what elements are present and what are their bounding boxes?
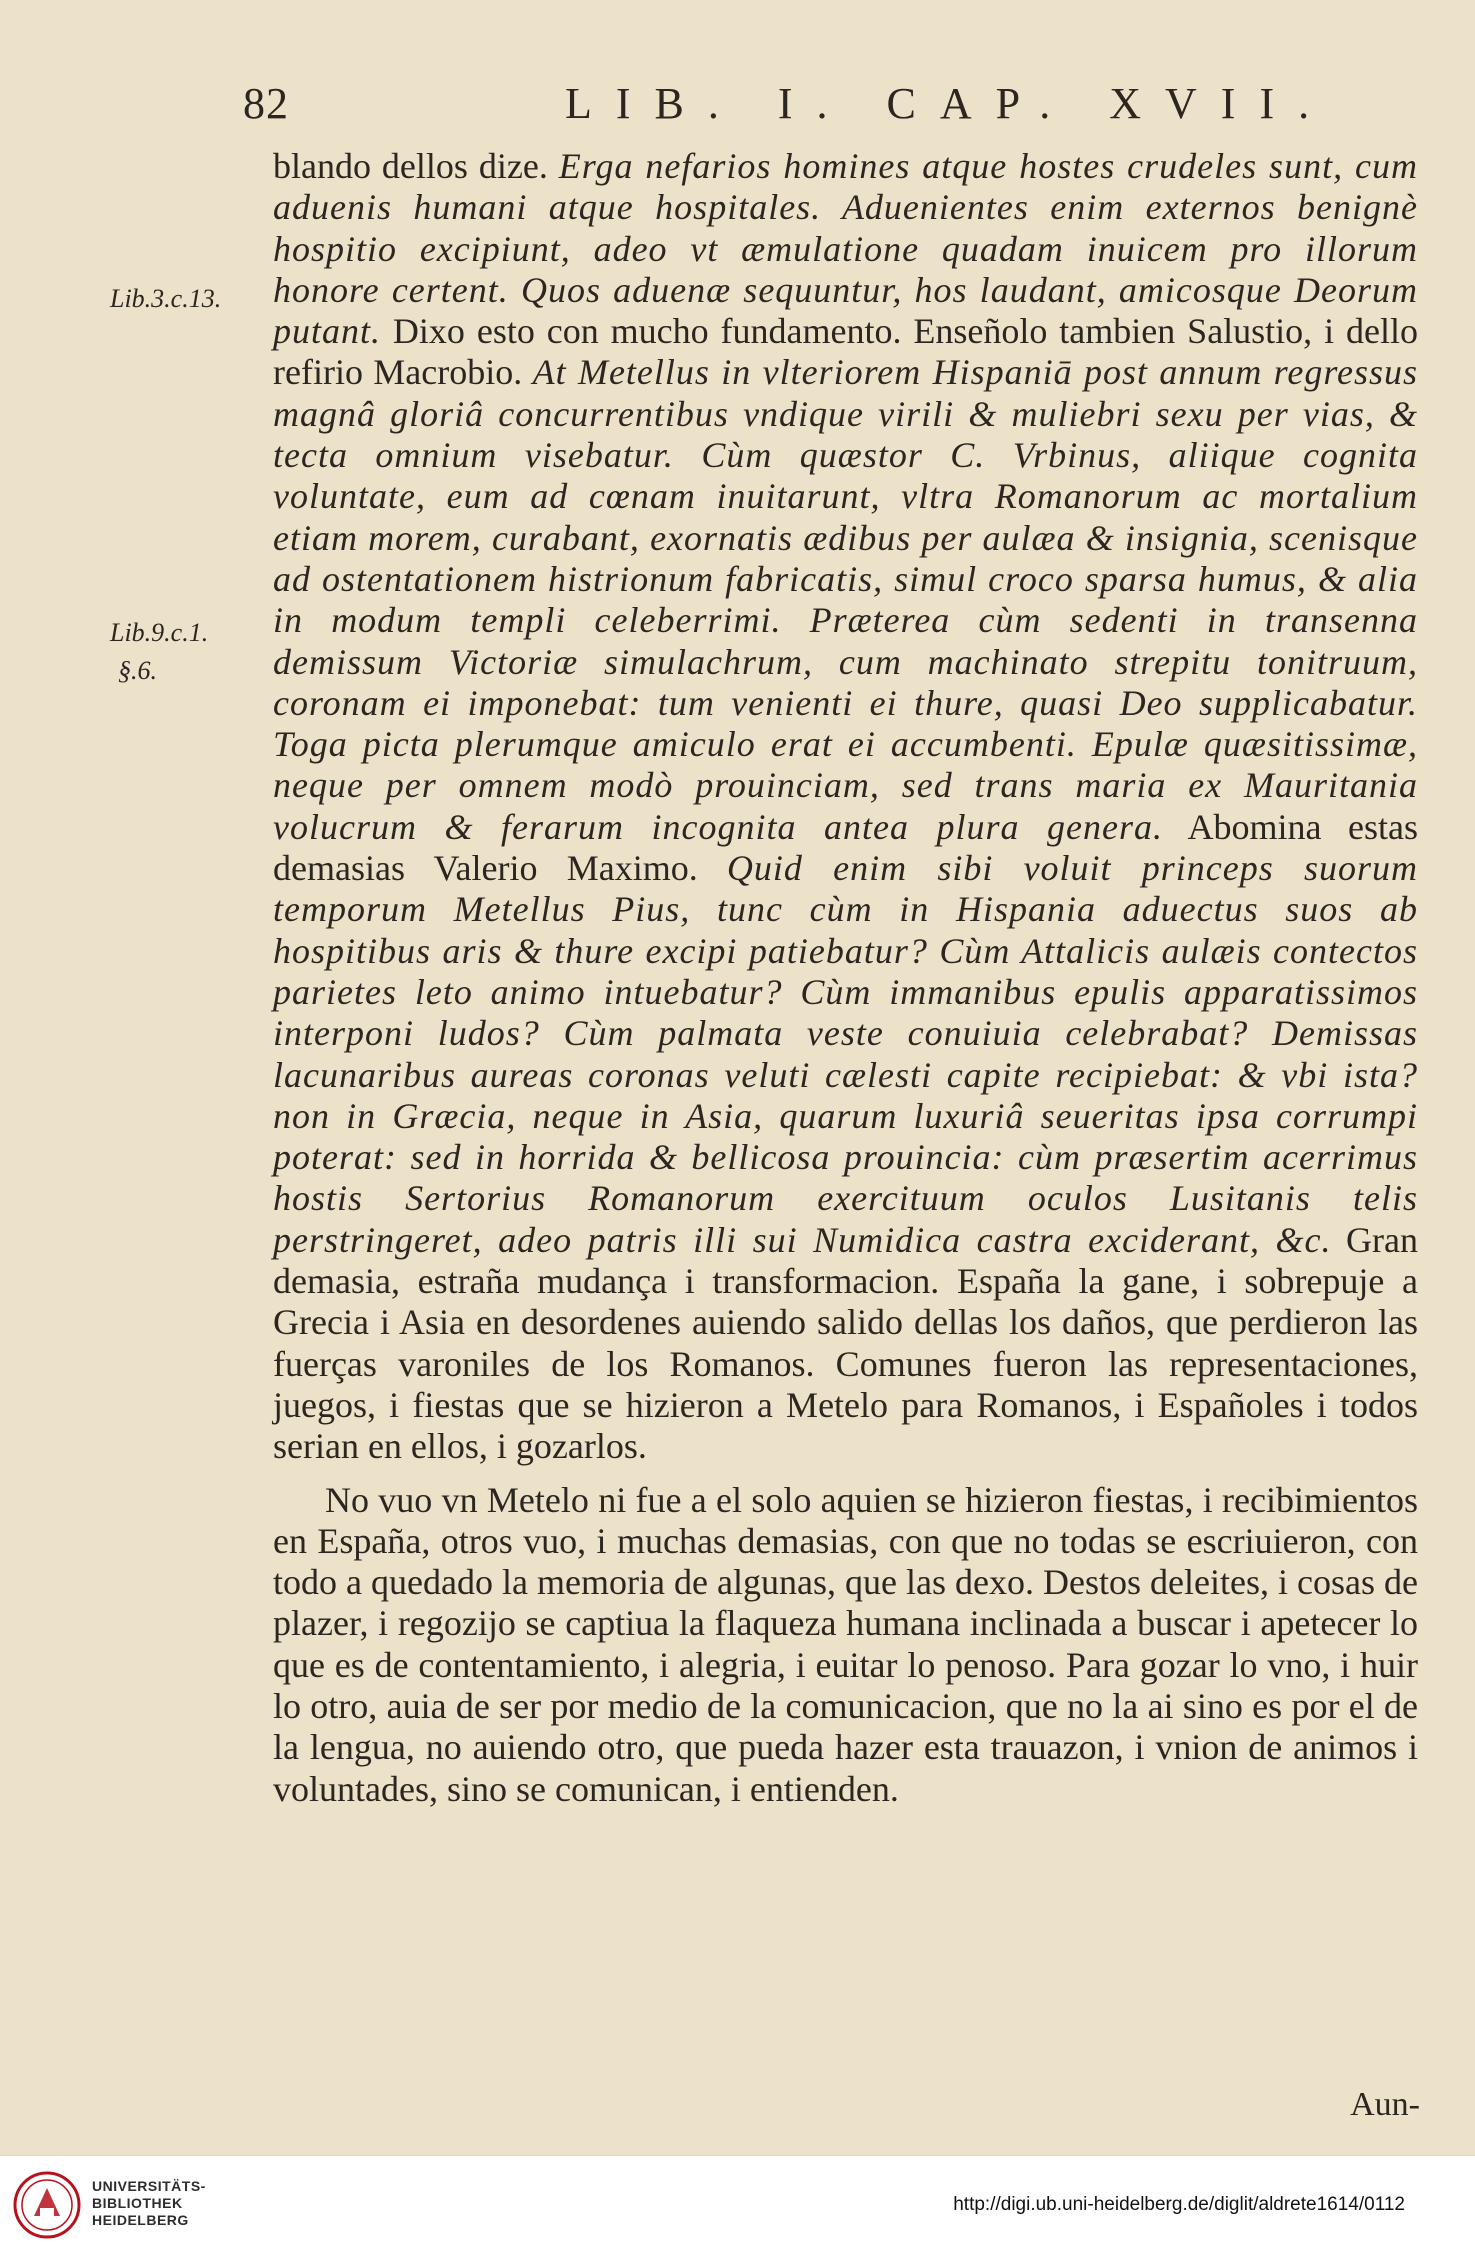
page-header: [243, 78, 1420, 138]
spanish-text: No vuo vn Metelo ni fue a el solo aquien se hizieron fiestas, i recibimientos en España, otros vuo, i muchas demasias, con que no todas se escriuieron, con todo a quedado la memoria de algunas, que las dexo. Destos deleites, i cosas de plazer, i regozijo se captiua la flaqueza humana inclinada a buscar i apetecer lo que es de contentamiento, i alegria, i euitar lo penoso. Para gozar lo vno, i huir lo otro, auia de ser por medio de la comunicacion, que no la ai sino es por el de la lengua, no auiendo otro, que pueda hazer esta trauazon, i vnion de animos i voluntades, sino se comunican, i entienden.: [273, 1479, 1418, 1809]
spanish-text: Gran demasia, estraña mudança i transformacion. España la gane, i sobrepuje a Grecia i Asia en desordenes auiendo salido dellas los daños, que perdieron las fuerças varoniles de los Romanos. Comunes fueron las representaciones, juegos, i fiestas que se hizieron a Metelo para Romanos, i Españoles i todos serian en ellos, i gozarlos.: [273, 1219, 1418, 1467]
margin-note-lib9: Lib.9.c.1.: [110, 618, 209, 647]
spanish-text: Dixo esto con mucho fundamento. Enseñolo tambien Salustio, i dello refirio Macrobio.: [273, 311, 1418, 393]
body-text: [273, 146, 1418, 1810]
margin-note-lib3: Lib.3.c.13.: [110, 284, 222, 313]
spanish-text: blando dellos dize.: [273, 146, 559, 186]
paragraph: [273, 146, 1418, 1468]
institution-line-1: UNIVERSITÄTS-: [92, 2178, 206, 2194]
institution-name: [92, 2178, 206, 2229]
page-content: [243, 78, 1420, 2123]
running-head: LIB. I. CAP. XVII.: [565, 79, 1334, 128]
margin-note-section: §.6.: [118, 656, 157, 685]
latin-quotation: Erga nefarios homines atque hostes crudeles sunt, cum aduenis humani atque hospitales. Aduenientes enim externos benignè hospitio excipiunt, adeo vt æmulatione quadam inuicem pro illorum honore certent. Quos aduenæ sequuntur, hos laudant, amicosque Deorum putant.: [273, 146, 1418, 352]
viewer-footer: [0, 2155, 1475, 2256]
paragraph: [273, 1480, 1418, 1810]
institution-line-2: BIBLIOTHEK: [92, 2195, 183, 2211]
university-seal-icon: [12, 2170, 82, 2240]
spanish-text: Abomina estas demasias Valerio Maximo.: [273, 806, 1418, 889]
permalink-url[interactable]: http://digi.ub.uni-heidelberg.de/diglit/aldrete1614/0112: [953, 2194, 1405, 2215]
latin-quotation: At Metellus in vlteriorem Hispaniā post annum regressus magnâ gloriâ concurrentibus vndique virili & muliebri sexu per vias, & tecta omnium visebatur. Cùm quæstor C. Vrbinus, aliique cognita voluntate, eum ad cœnam inuitarunt, vltra Romanorum ac mortalium etiam morem, curabant, exornatis ædibus per aulæa & insignia, scenisque ad ostentationem histrionum fabricatis, simul croco sparsa humus, & alia in modum templi celeberrimi. Præterea cùm sedenti in transenna demissum Victoriæ simulachrum, cum machinato strepitu tonitruum, coronam ei imponebat: tum venienti ei thure, quasi Deo supplicabatur. Toga picta plerumque amiculo erat ei accumbenti. Epulæ quæsitissimæ, neque per omnem modò prouinciam, sed trans maria ex Mauritania volucrum & ferarum incognita antea plura genera.: [273, 352, 1418, 847]
institution-line-3: HEIDELBERG: [92, 2212, 189, 2228]
page-number: 82: [243, 79, 289, 128]
catchword: Aun-: [1350, 2086, 1420, 2123]
latin-quotation: Quid enim sibi voluit princeps suorum temporum Metellus Pius, tunc cùm in Hispania aduectus suos ab hospitibus aris & thure excipi patiebatur? Cùm Attalicis aulæis contectos parietes leto animo intuebatur? Cùm immanibus epulis apparatissimos interponi ludos? Cùm palmata veste conuiuia celebrabat? Demissas lacunaribus aureas coronas veluti cælesti capite recipiebat: & vbi ista? non in Græcia, neque in Asia, quarum luxuriâ seueritas ipsa corrumpi poterat: sed in horrida & bellicosa prouincia: cùm præsertim acerrimus hostis Sertorius Romanorum exercituum oculos Lusitanis telis perstringeret, adeo patris illi sui Numidica castra exciderant, &c.: [273, 848, 1418, 1260]
